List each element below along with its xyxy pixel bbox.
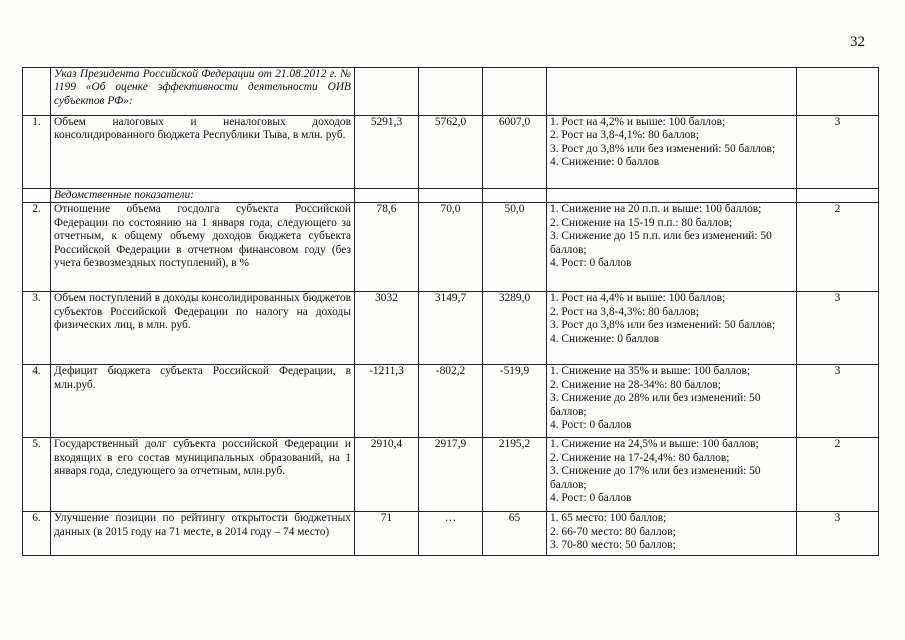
criterion: 3. Рост до 3,8% или без изменений: 50 баллов;	[550, 319, 776, 332]
criterion: 4. Рост: 0 баллов	[550, 419, 632, 432]
criterion: 2. Снижение на 28-34%: 80 баллов;	[550, 378, 721, 391]
row-number: 4.	[23, 365, 51, 438]
criterion: 4. Снижение: 0 баллов	[550, 332, 660, 345]
value-2: …	[419, 512, 483, 556]
value-3: 2195,2	[483, 438, 547, 512]
value-1: -1211,3	[355, 365, 419, 438]
criterion: 4. Рост: 0 баллов	[550, 257, 632, 270]
criterion: 4. Снижение: 0 баллов	[550, 156, 660, 169]
row-number: 5.	[23, 438, 51, 512]
criterion: 1. Снижение на 35% и выше: 100 баллов;	[550, 365, 751, 378]
value-3: 65	[483, 512, 547, 556]
value-2: 2917,9	[419, 438, 483, 512]
criterion: 2. Снижение на 17-24,4%: 80 баллов;	[550, 451, 730, 464]
criterion: 4. Рост: 0 баллов	[550, 492, 632, 505]
criterion: 1. Снижение на 24,5% и выше: 100 баллов;	[550, 438, 759, 451]
criterion: 2. Снижение на 15-19 п.п.: 80 баллов;	[550, 216, 733, 229]
value-1: 5291,3	[355, 116, 419, 189]
indicator-name: Объем налоговых и неналоговых доходов консолидированного бюджета Республики Тыва, в млн. руб.	[51, 116, 355, 189]
row-number: 6.	[23, 512, 51, 556]
value-2: -802,2	[419, 365, 483, 438]
value-2: 5762,0	[419, 116, 483, 189]
criterion: 2. Рост на 3,8-4,3%: 80 баллов;	[550, 305, 699, 318]
table-row	[23, 116, 879, 189]
criteria-cell	[547, 512, 797, 556]
criteria-cell	[547, 292, 797, 365]
criteria-cell	[547, 203, 797, 292]
table-row	[23, 365, 879, 438]
score: 3	[797, 292, 879, 365]
row-number: 3.	[23, 292, 51, 365]
indicator-name: Отношение объема госдолга субъекта Российской Федерации по состоянию на 1 января года, следующего за отчетным, к общему объему доходов бюджета субъекта Российской Федерации в отчетном финансовом году (без учета безвозмездных поступлений), в %	[51, 203, 355, 292]
criteria-cell	[547, 365, 797, 438]
criterion: 2. 66-70 место: 80 баллов;	[550, 525, 676, 538]
row-number: 2.	[23, 203, 51, 292]
table-row	[23, 438, 879, 512]
value-2: 3149,7	[419, 292, 483, 365]
criterion: 1. Снижение на 20 п.п. и выше: 100 баллов;	[550, 203, 762, 216]
value-1: 71	[355, 512, 419, 556]
indicator-name: Улучшение позиции по рейтингу открытости бюджетных данных (в 2015 году на 71 месте, в 2014 году – 74 место)	[51, 512, 355, 556]
criterion: 1. Рост на 4,2% и выше: 100 баллов;	[550, 116, 726, 128]
header-note-row	[23, 68, 879, 116]
header-note: Указ Президента Российской Федерации от 21.08.2012 г. № 1199 «Об оценке эффективности деятельности ОИВ субъектов РФ»:	[51, 68, 355, 116]
criteria-cell	[547, 116, 797, 189]
value-1: 3032	[355, 292, 419, 365]
row-number: 1.	[23, 116, 51, 189]
criteria-cell	[547, 438, 797, 512]
criterion: 3. Рост до 3,8% или без изменений: 50 баллов;	[550, 142, 776, 155]
value-1: 2910,4	[355, 438, 419, 512]
value-3: 6007,0	[483, 116, 547, 189]
score: 3	[797, 116, 879, 189]
section-label: Ведомственные показатели:	[51, 189, 355, 203]
criterion: 3. 70-80 место: 50 баллов;	[550, 539, 676, 552]
criterion: 2. Рост на 3,8-4,1%: 80 баллов;	[550, 129, 699, 142]
indicators-table	[22, 67, 879, 556]
value-3: 50,0	[483, 203, 547, 292]
table-row	[23, 203, 879, 292]
indicator-name: Государственный долг субъекта российской Федерации и входящих в его состав муниципальных образований, на 1 января года, следующего за отчетным, млн.руб.	[51, 438, 355, 512]
value-2: 70,0	[419, 203, 483, 292]
page-number: 32	[850, 34, 865, 50]
criterion: 1. 65 место: 100 баллов;	[550, 512, 667, 525]
value-3: 3289,0	[483, 292, 547, 365]
criterion: 3. Снижение до 15 п.п. или без изменений: 50 баллов;	[550, 230, 772, 256]
table-row	[23, 292, 879, 365]
criterion: 3. Снижение до 17% или без изменений: 50 баллов;	[550, 465, 761, 491]
indicator-name: Объем поступлений в доходы консолидированных бюджетов субъектов Российской Федерации по налогу на доходы физических лиц, в млн. руб.	[51, 292, 355, 365]
score: 3	[797, 365, 879, 438]
score: 2	[797, 438, 879, 512]
value-1: 78,6	[355, 203, 419, 292]
table-row	[23, 512, 879, 556]
indicator-name: Дефицит бюджета субъекта Российской Федерации, в млн.руб.	[51, 365, 355, 438]
section-label-row	[23, 189, 879, 203]
criterion: 3. Снижение до 28% или без изменений: 50 баллов;	[550, 392, 761, 418]
score: 2	[797, 203, 879, 292]
score: 3	[797, 512, 879, 556]
value-3: -519,9	[483, 365, 547, 438]
criterion: 1. Рост на 4,4% и выше: 100 баллов;	[550, 292, 726, 305]
